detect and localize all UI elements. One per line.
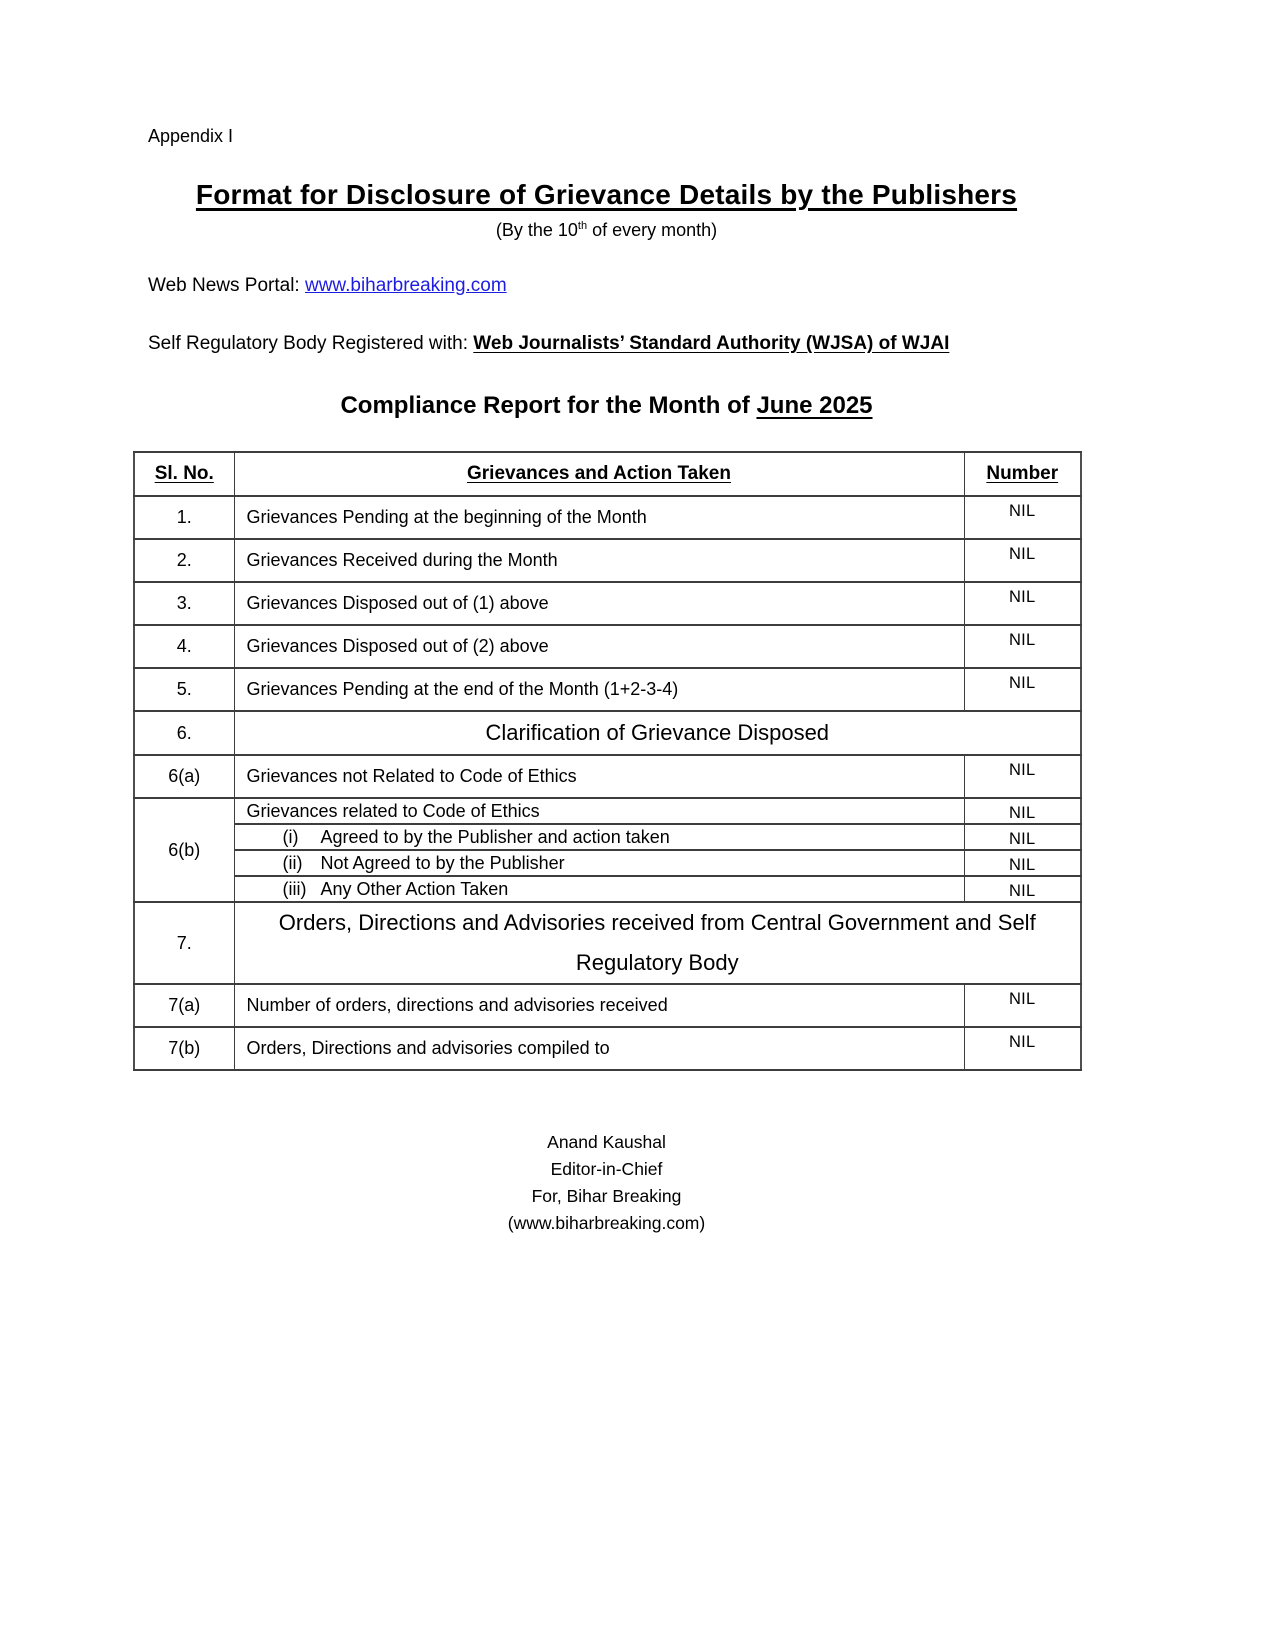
- row-number: NIL: [964, 539, 1081, 582]
- row-sl: 4.: [134, 625, 234, 668]
- row-number: NIL: [964, 582, 1081, 625]
- table-row: [134, 1027, 1081, 1070]
- table-header-row: [134, 452, 1081, 496]
- header-number-text: Number: [986, 463, 1059, 484]
- row-action: Orders, Directions and advisories compiled to: [234, 1027, 964, 1070]
- report-title-prefix: Compliance Report for the Month of: [340, 392, 757, 419]
- document-title: [133, 179, 1080, 211]
- grievance-table: [133, 451, 1082, 1071]
- header-number: [964, 452, 1081, 496]
- row-number: NIL: [964, 755, 1081, 798]
- document-title-text: Format for Disclosure of Grievance Details by the Publishers: [195, 179, 1018, 210]
- row-sl: 3.: [134, 582, 234, 625]
- row-sl: 6(a): [134, 755, 234, 798]
- subitem-marker: (i): [282, 826, 299, 847]
- srb-value: Web Journalists’ Standard Authority (WJSA) of WJAI: [473, 333, 950, 354]
- row-number: NIL: [964, 850, 1081, 876]
- row-number: NIL: [964, 625, 1081, 668]
- subtitle-superscript: th: [577, 220, 588, 232]
- row-number: NIL: [964, 824, 1081, 850]
- row-number: NIL: [964, 1027, 1081, 1070]
- row-action: Grievances Disposed out of (2) above: [234, 625, 964, 668]
- row-action: [234, 876, 964, 902]
- row-number: NIL: [964, 668, 1081, 711]
- table-subrow: [134, 824, 1081, 850]
- portal-link[interactable]: www.biharbreaking.com: [304, 275, 507, 296]
- signatory-name: Anand Kaushal: [547, 1132, 666, 1152]
- portal-line: [133, 275, 1080, 297]
- subitem-text: Not Agreed to by the Publisher: [320, 852, 565, 873]
- portal-label: Web News Portal:: [148, 275, 305, 296]
- header-grievances-text: Grievances and Action Taken: [467, 463, 731, 484]
- row-action: Grievances not Related to Code of Ethics: [234, 755, 964, 798]
- row-action: Grievances Pending at the end of the Month (1+2-3-4): [234, 668, 964, 711]
- header-sl-no-text: Sl. No.: [154, 463, 214, 484]
- subitem-marker: (iii): [282, 878, 307, 899]
- row-sl: 2.: [134, 539, 234, 582]
- row-number: NIL: [964, 496, 1081, 539]
- row-sl: 5.: [134, 668, 234, 711]
- table-section-row: [134, 711, 1081, 755]
- row-action: Number of orders, directions and advisories received: [234, 984, 964, 1027]
- subtitle-suffix: of every month): [587, 220, 718, 240]
- row-action: [234, 824, 964, 850]
- document-subtitle: [133, 220, 1080, 241]
- signatory-org: For, Bihar Breaking: [531, 1186, 682, 1206]
- table-row: [134, 582, 1081, 625]
- section-title-clarification: Clarification of Grievance Disposed: [234, 711, 1081, 755]
- subitem-marker: (ii): [282, 852, 303, 873]
- row-number: NIL: [964, 798, 1081, 824]
- row-number: NIL: [964, 984, 1081, 1027]
- document-content: [133, 126, 1080, 1237]
- table-row: [134, 539, 1081, 582]
- table-row: [134, 496, 1081, 539]
- subitem-text: Any Other Action Taken: [320, 878, 509, 899]
- table-row: [134, 625, 1081, 668]
- row-sl: 1.: [134, 496, 234, 539]
- row-action: Grievances Disposed out of (1) above: [234, 582, 964, 625]
- signatory-site: (www.biharbreaking.com): [507, 1213, 706, 1233]
- table-row: [134, 755, 1081, 798]
- row-sl: 7(a): [134, 984, 234, 1027]
- subtitle-prefix: (By the 10: [495, 220, 578, 240]
- header-grievances: [234, 452, 964, 496]
- srb-label: Self Regulatory Body Registered with:: [148, 333, 474, 354]
- header-sl-no: [134, 452, 234, 496]
- section-title-orders: Orders, Directions and Advisories received from Central Government and Self Regulatory Body: [234, 902, 1081, 984]
- report-month: June 2025: [756, 392, 873, 419]
- table-section-row: [134, 902, 1081, 984]
- table-subrow: [134, 876, 1081, 902]
- appendix-label: Appendix I: [148, 126, 234, 146]
- table-subrow: [134, 850, 1081, 876]
- row-action: Grievances related to Code of Ethics: [234, 798, 964, 824]
- row-action: Grievances Pending at the beginning of the Month: [234, 496, 964, 539]
- signature-block: [133, 1129, 1080, 1237]
- row-sl: 7.: [134, 902, 234, 984]
- row-sl: 7(b): [134, 1027, 234, 1070]
- table-row: [134, 984, 1081, 1027]
- subitem-text: Agreed to by the Publisher and action taken: [320, 826, 670, 847]
- row-sl-6b: 6(b): [134, 798, 234, 902]
- signatory-title: Editor-in-Chief: [550, 1159, 663, 1179]
- table-row: [134, 668, 1081, 711]
- row-action: [234, 850, 964, 876]
- table-row: [134, 798, 1081, 824]
- srb-line: [133, 333, 1080, 355]
- row-sl: 6.: [134, 711, 234, 755]
- row-action: Grievances Received during the Month: [234, 539, 964, 582]
- row-number: NIL: [964, 876, 1081, 902]
- report-title: [133, 392, 1080, 420]
